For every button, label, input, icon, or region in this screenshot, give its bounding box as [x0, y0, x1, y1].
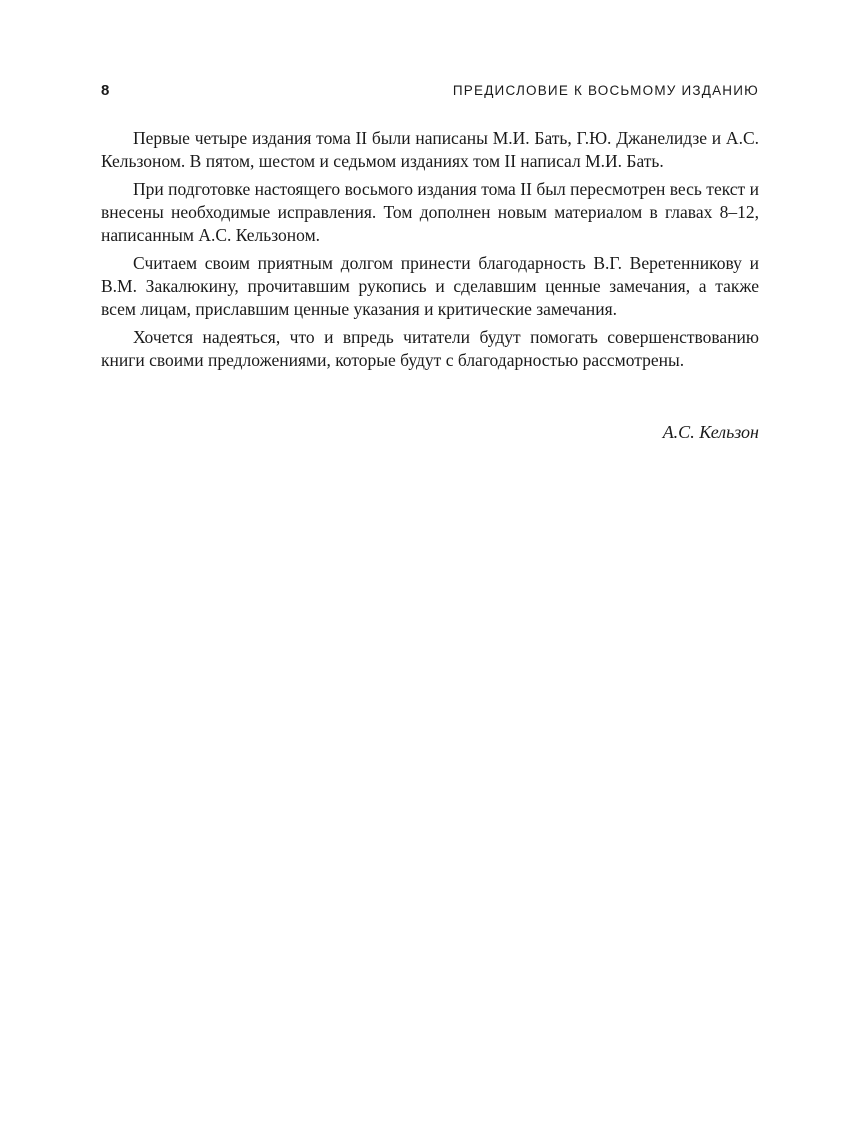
paragraph-4: Хочется надеяться, что и впредь читатели будут помогать совершенствованию книги своими предложениями, которые будут с благодарностью рассмотрены. [101, 327, 759, 370]
paragraph-3: Считаем своим приятным долгом принести благодарность В.Г. Веретенникову и В.М. Закалюкину, прочитавшим рукопись и сделавшим ценные замечания, а также всем лицам, приславшим ценные указания и критические замечания. [101, 253, 759, 319]
author-signature: А.С. Кельзон [662, 422, 759, 442]
paragraph-2: При подготовке настоящего восьмого издания тома II был пересмотрен весь текст и внесены необходимые исправления. Том дополнен новым материалом в главах 8–12, написанным А.С. Кельзоном. [101, 179, 759, 245]
page-number: 8 [101, 82, 110, 99]
running-title: ПРЕДИСЛОВИЕ К ВОСЬМОМУ ИЗДАНИЮ [452, 83, 759, 98]
preface-body [101, 127, 759, 377]
paragraph-1: Первые четыре издания тома II были написаны М.И. Бать, Г.Ю. Джанелидзе и А.С. Кельзоном. В пятом, шестом и седьмом изданиях том II написал М.И. Бать. [101, 128, 759, 171]
